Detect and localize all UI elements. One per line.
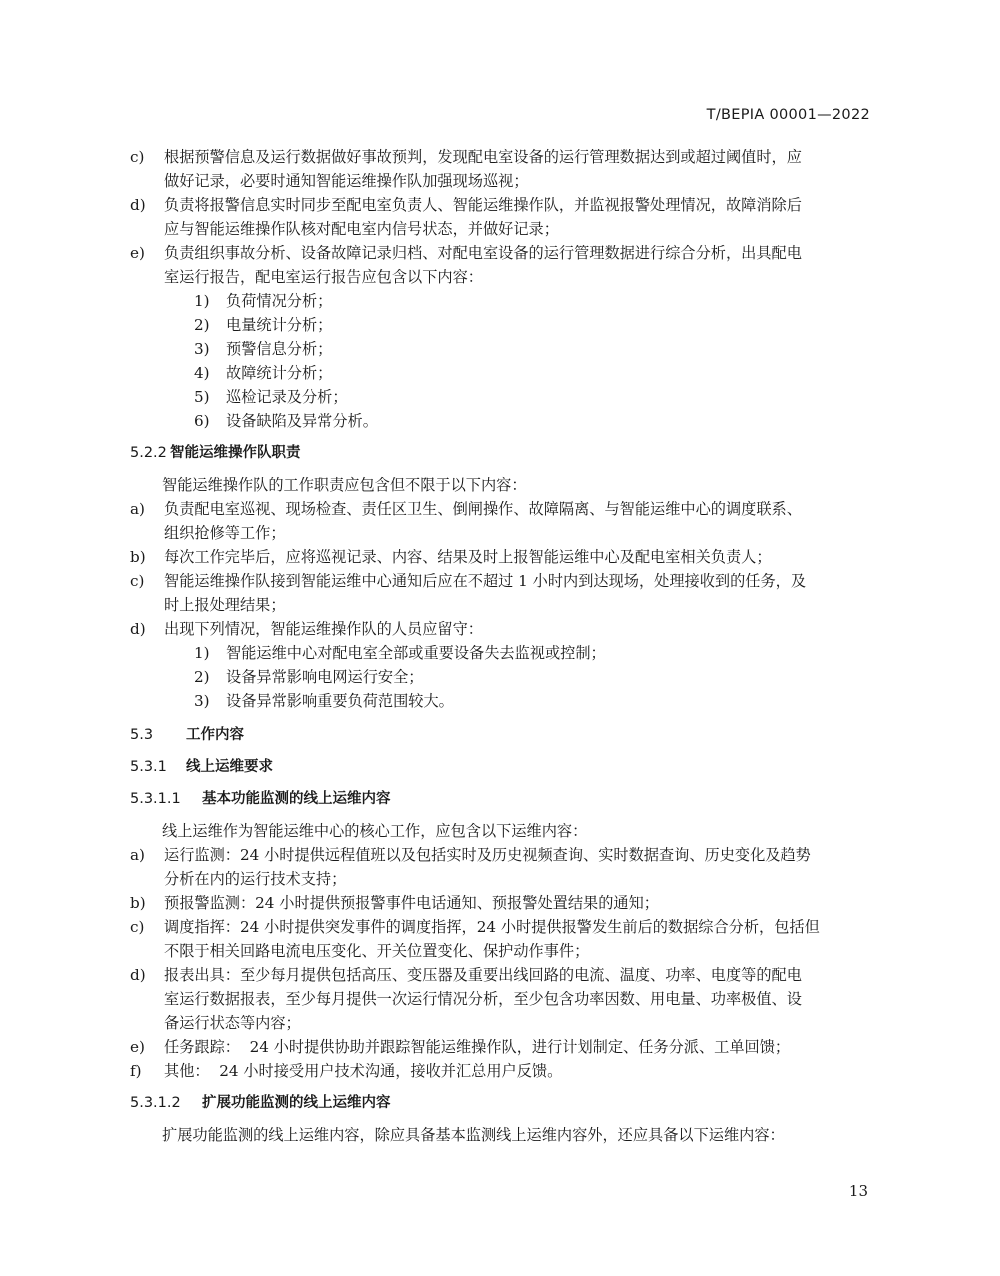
section-heading-5-3 <box>130 723 870 747</box>
list-text: 负责将报警信息实时同步至配电室负责人、智能运维操作队，并监视报警处理情况，故障消除后 <box>164 196 802 214</box>
list-item-a <box>130 497 870 521</box>
sublist-marker: 2) <box>194 668 210 686</box>
section-title: 扩展功能监测的线上运维内容 <box>202 1095 391 1111</box>
list-marker: d) <box>130 966 146 984</box>
sublist-item <box>130 361 870 385</box>
list-item-c-continuation: 不限于相关回路电流电压变化、开关位置变化、保护动作事件； <box>164 942 590 960</box>
list-item-c <box>130 915 870 939</box>
list-item-a <box>130 843 870 867</box>
sublist-marker: 1) <box>194 292 210 310</box>
document-code-header: T/BEPIA 00001—2022 <box>706 107 870 123</box>
section-heading-5-3-1-2 <box>130 1091 870 1115</box>
list-marker: b) <box>130 894 146 912</box>
list-text: 每次工作完毕后，应将巡视记录、内容、结果及时上报智能运维中心及配电室相关负责人； <box>164 548 772 566</box>
section-number: 5.3 <box>130 727 154 743</box>
sublist-marker: 4) <box>194 364 210 382</box>
list-item-d-continuation: 备运行状态等内容； <box>164 1014 301 1032</box>
list-marker: a) <box>130 846 145 864</box>
list-c-e <box>130 145 870 289</box>
sublist-text: 电量统计分析； <box>226 316 333 334</box>
list-text: 任务跟踪： 24 小时提供协助并跟踪智能运维操作队，进行计划制定、任务分派、工单回馈； <box>164 1038 791 1056</box>
list-item-d-continuation: 应与智能运维操作队核对配电室内信号状态，并做好记录； <box>164 220 559 238</box>
list-item-b <box>130 545 870 569</box>
list-text: 负责组织事故分析、设备故障记录归档、对配电室设备的运行管理数据进行综合分析，出具配电 <box>164 244 802 262</box>
sublist-item <box>130 313 870 337</box>
sublist-marker: 6) <box>194 412 210 430</box>
list-item-c-continuation: 时上报处理结果； <box>164 596 286 614</box>
sublist-marker: 1) <box>194 644 210 662</box>
list-item-c <box>130 569 870 593</box>
section-number: 5.3.1.2 <box>130 1095 181 1111</box>
sublist-item <box>130 665 870 689</box>
list-marker: d) <box>130 620 146 638</box>
list-item-f <box>130 1059 870 1083</box>
list-item-e <box>130 241 870 265</box>
section-title: 智能运维操作队职责 <box>170 445 301 461</box>
sublist-item <box>130 689 870 713</box>
sublist-marker: 3) <box>194 340 210 358</box>
list-item-e <box>130 1035 870 1059</box>
list-text: 报表出具：至少每月提供包括高压、变压器及重要出线回路的电流、温度、功率、电度等的配电 <box>164 966 802 984</box>
sublist-marker: 2) <box>194 316 210 334</box>
sublist-text: 设备异常影响电网运行安全； <box>226 668 424 686</box>
sublist-report-contents <box>130 289 870 433</box>
list-text: 运行监测：24 小时提供远程值班以及包括实时及历史视频查询、实时数据查询、历史变化及趋势 <box>164 846 811 864</box>
list-item-e-continuation: 室运行报告，配电室运行报告应包含以下内容： <box>164 268 483 286</box>
list-marker: c) <box>130 148 145 166</box>
list-text: 其他： 24 小时接受用户技术沟通，接收并汇总用户反馈。 <box>164 1062 563 1080</box>
list-item-a-continuation: 分析在内的运行技术支持； <box>164 870 347 888</box>
list-marker: e) <box>130 1038 145 1056</box>
sublist-item <box>130 289 870 313</box>
sublist-text: 设备异常影响重要负荷范围较大。 <box>226 692 454 710</box>
list-text: 智能运维操作队接到智能运维中心通知后应在不超过 1 小时内到达现场，处理接收到的任务，及 <box>164 572 807 590</box>
list-marker: d) <box>130 196 146 214</box>
section-number: 5.3.1.1 <box>130 791 181 807</box>
list-item-d <box>130 193 870 217</box>
list-item-d-continuation: 室运行数据报表，至少每月提供一次运行情况分析，至少包含功率因数、用电量、功率极值、设 <box>164 990 802 1008</box>
sublist-item <box>130 641 870 665</box>
list-item-c-continuation: 做好记录，必要时通知智能运维操作队加强现场巡视； <box>164 172 529 190</box>
sublist-standby-conditions <box>130 641 870 713</box>
section-heading-5-2-2 <box>130 441 870 465</box>
list-marker: a) <box>130 500 145 518</box>
paragraph: 智能运维操作队的工作职责应包含但不限于以下内容： <box>162 476 527 494</box>
list-item-b <box>130 891 870 915</box>
sublist-text: 设备缺陷及异常分析。 <box>226 412 378 430</box>
section-title: 线上运维要求 <box>186 759 273 775</box>
list-marker: e) <box>130 244 145 262</box>
section-heading-5-3-1 <box>130 755 870 779</box>
paragraph: 线上运维作为智能运维中心的核心工作，应包含以下运维内容： <box>162 822 588 840</box>
sublist-marker: 3) <box>194 692 210 710</box>
list-text: 负责配电室巡视、现场检查、责任区卫生、倒闸操作、故障隔离、与智能运维中心的调度联系、 <box>164 500 802 518</box>
list-item-d <box>130 963 870 987</box>
list-text: 出现下列情况，智能运维操作队的人员应留守： <box>164 620 483 638</box>
sublist-text: 负荷情况分析； <box>226 292 333 310</box>
page-number: 13 <box>848 1182 868 1200</box>
list-item-c <box>130 145 870 169</box>
list-text: 根据预警信息及运行数据做好事故预判，发现配电室设备的运行管理数据达到或超过阈值时，应 <box>164 148 802 166</box>
section-title: 工作内容 <box>186 727 244 743</box>
sublist-marker: 5) <box>194 388 210 406</box>
section-heading-5-3-1-1 <box>130 787 870 811</box>
sublist-item <box>130 337 870 361</box>
list-a-f <box>130 843 870 1083</box>
list-marker: c) <box>130 572 145 590</box>
paragraph: 扩展功能监测的线上运维内容，除应具备基本监测线上运维内容外，还应具备以下运维内容： <box>162 1126 785 1144</box>
sublist-text: 预警信息分析； <box>226 340 333 358</box>
list-marker: b) <box>130 548 146 566</box>
list-marker: c) <box>130 918 145 936</box>
list-a-d <box>130 497 870 641</box>
page-content <box>130 145 870 1147</box>
section-title: 基本功能监测的线上运维内容 <box>202 791 391 807</box>
list-text: 调度指挥：24 小时提供突发事件的调度指挥，24 小时提供报警发生前后的数据综合分析，包括但 <box>164 918 820 936</box>
list-text: 预报警监测：24 小时提供预报警事件电话通知、预报警处置结果的通知； <box>164 894 659 912</box>
sublist-text: 智能运维中心对配电室全部或重要设备失去监视或控制； <box>226 644 606 662</box>
sublist-text: 巡检记录及分析； <box>226 388 348 406</box>
list-marker: f) <box>130 1062 142 1080</box>
sublist-text: 故障统计分析； <box>226 364 333 382</box>
sublist-item <box>130 385 870 409</box>
list-item-a-continuation: 组织抢修等工作； <box>164 524 286 542</box>
list-item-d <box>130 617 870 641</box>
sublist-item <box>130 409 870 433</box>
section-number: 5.2.2 <box>130 445 167 461</box>
section-number: 5.3.1 <box>130 759 167 775</box>
